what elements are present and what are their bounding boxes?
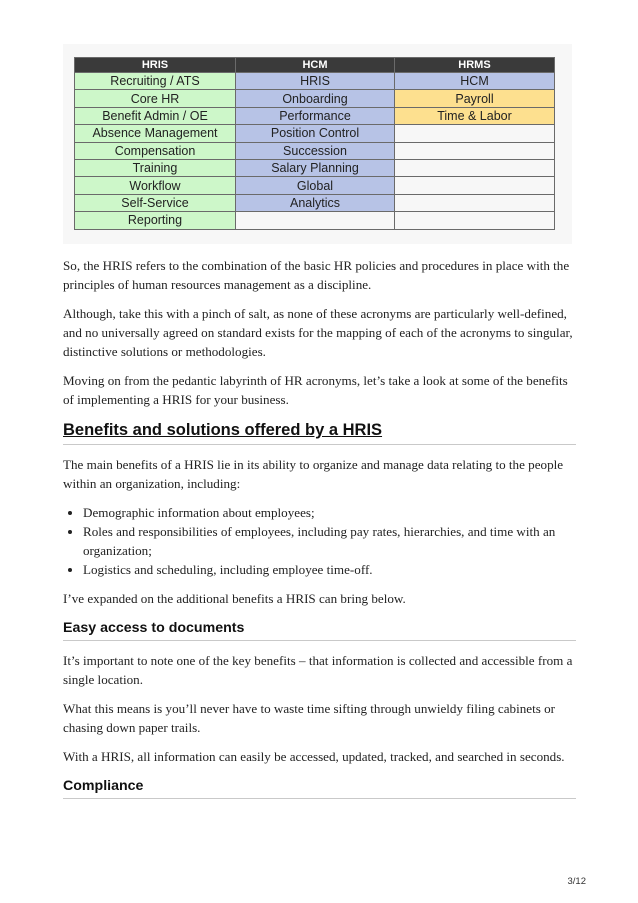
table-row bbox=[75, 159, 555, 176]
cell-hcm: Position Control bbox=[236, 125, 395, 142]
table-header-row bbox=[75, 58, 555, 73]
cell-hris: Compensation bbox=[75, 142, 236, 159]
cell-hrms: Time & Labor bbox=[395, 107, 555, 124]
table-row bbox=[75, 125, 555, 142]
table-row bbox=[75, 90, 555, 107]
hr-acronym-table bbox=[74, 57, 555, 230]
paragraph: With a HRIS, all information can easily be accessed, updated, tracked, and searched in seconds. bbox=[63, 749, 565, 764]
paragraph: Moving on from the pedantic labyrinth of HR acronyms, let’s take a look at some of the benefits of implementing a HRIS for your business. bbox=[63, 373, 568, 407]
table-row bbox=[75, 194, 555, 211]
cell-empty bbox=[395, 212, 555, 229]
article-body bbox=[63, 256, 576, 809]
cell-hcm: Salary Planning bbox=[236, 159, 395, 176]
section-heading-benefits: Benefits and solutions offered by a HRIS bbox=[63, 421, 576, 445]
cell-empty bbox=[395, 142, 555, 159]
paragraph: Although, take this with a pinch of salt, as none of these acronyms are particularly well-defined, and no universally agreed on standard exists for the mapping of each of the acronyms to singular, distinctive solutions or methodologies. bbox=[63, 306, 573, 359]
cell-hcm: Analytics bbox=[236, 194, 395, 211]
header-hrms: HRMS bbox=[395, 58, 555, 73]
table-row bbox=[75, 73, 555, 90]
paragraph: What this means is you’ll never have to waste time sifting through unwieldy filing cabinets or chasing down paper trails. bbox=[63, 701, 556, 735]
cell-empty bbox=[395, 194, 555, 211]
paragraph: The main benefits of a HRIS lie in its ability to organize and manage data relating to the people within an organization, including: bbox=[63, 457, 564, 491]
cell-empty bbox=[236, 212, 395, 229]
cell-hrms: HCM bbox=[395, 73, 555, 90]
cell-hris: Reporting bbox=[75, 212, 236, 229]
cell-empty bbox=[395, 159, 555, 176]
cell-hrms: Payroll bbox=[395, 90, 555, 107]
cell-hcm: Succession bbox=[236, 142, 395, 159]
cell-hris: Training bbox=[75, 159, 236, 176]
cell-hcm: HRIS bbox=[236, 73, 395, 90]
cell-hris: Recruiting / ATS bbox=[75, 73, 236, 90]
paragraph: I’ve expanded on the additional benefits a HRIS can bring below. bbox=[63, 591, 406, 606]
hr-acronym-figure bbox=[63, 44, 572, 244]
cell-empty bbox=[395, 125, 555, 142]
table-row bbox=[75, 107, 555, 124]
cell-hcm: Performance bbox=[236, 107, 395, 124]
table-row bbox=[75, 212, 555, 229]
list-item: • Demographic information about employees; bbox=[83, 503, 576, 522]
subheading-compliance: Compliance bbox=[63, 778, 576, 799]
cell-hris: Benefit Admin / OE bbox=[75, 107, 236, 124]
header-hcm: HCM bbox=[236, 58, 395, 73]
subheading-easy-access: Easy access to documents bbox=[63, 620, 576, 641]
page-number: 3/12 bbox=[567, 876, 586, 887]
cell-hris: Workflow bbox=[75, 177, 236, 194]
cell-empty bbox=[395, 177, 555, 194]
cell-hcm: Global bbox=[236, 177, 395, 194]
table-row bbox=[75, 177, 555, 194]
table-row bbox=[75, 142, 555, 159]
list-item: • Roles and responsibilities of employees, including pay rates, hierarchies, and time with an organization; bbox=[83, 522, 576, 560]
list-item: • Logistics and scheduling, including employee time-off. bbox=[83, 560, 576, 579]
paragraph: It’s important to note one of the key benefits – that information is collected and accessible from a single location. bbox=[63, 653, 573, 687]
cell-hcm: Onboarding bbox=[236, 90, 395, 107]
cell-hris: Self-Service bbox=[75, 194, 236, 211]
header-hris: HRIS bbox=[75, 58, 236, 73]
paragraph: So, the HRIS refers to the combination of the basic HR policies and procedures in place with the principles of human resources management as a discipline. bbox=[63, 258, 570, 292]
benefits-list bbox=[63, 503, 576, 579]
cell-hris: Core HR bbox=[75, 90, 236, 107]
cell-hris: Absence Management bbox=[75, 125, 236, 142]
